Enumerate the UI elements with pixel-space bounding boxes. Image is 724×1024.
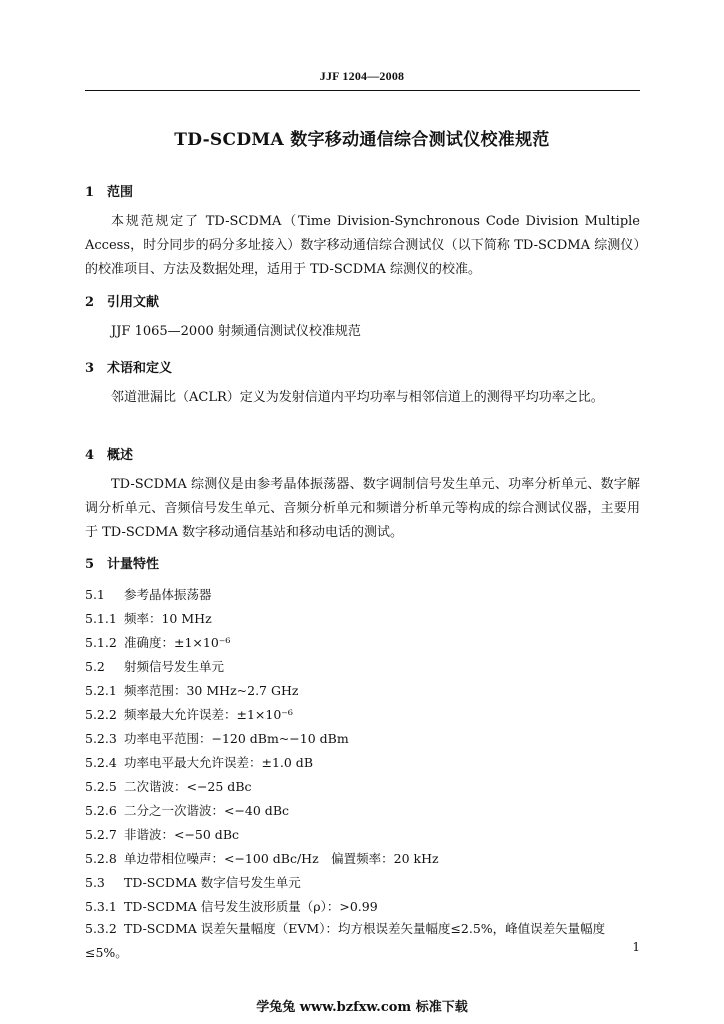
list-item [85,706,640,724]
item-number: 5.1 [85,587,105,602]
section-paragraph: 邻道泄漏比（ACLR）定义为发射信道内平均功率与相邻信道上的测得平均功率之比。 [111,390,604,405]
section-2-body [85,320,640,344]
item-number: 5.2 [85,659,105,674]
item-text: TD-SCDMA 误差矢量幅度（EVM）：均方根误差矢量幅度≤2.5%，峰值误差矢量幅度≤5%。 [85,921,606,960]
section-title: 计量特性 [107,557,160,572]
list-item [85,586,640,604]
section-title: 术语和定义 [107,361,173,376]
document-title: TD-SCDMA 数字移动通信综合测试仪校准规范 [174,130,550,150]
section-title: 引用文献 [107,295,160,310]
item-text: 频率最大允许误差：±1×10⁻⁶ [123,707,293,722]
list-item [85,802,640,820]
item-text: 频率：10 MHz [123,611,212,626]
section-number: 2 [85,295,95,310]
item-number: 5.2.5 [85,779,117,794]
list-item [85,826,640,844]
section-4-heading [85,444,640,463]
list-item [85,658,640,676]
section-title: 概述 [107,448,134,463]
reference-entry: JJF 1065—2000 射频通信测试仪校准规范 [111,324,361,339]
list-item [85,754,640,772]
section-5-heading [85,553,640,572]
section-3-heading [85,357,640,376]
section-number: 4 [85,448,95,463]
section-title: 范围 [107,185,134,200]
item-text: TD-SCDMA 信号发生波形质量（ρ）：>0.99 [123,899,378,914]
section-paragraph: 本规范规定了 TD-SCDMA（Time Division-Synchronous Code Division Multiple Access，时分同步的码分多址接入）数字移动通信综合测试仪（以下简称 TD-SCDMA 综测仪）的校准项目、方法及数据处理，适用于 TD-SCDMA 综测仪的校准。 [85,214,640,277]
item-text: TD-SCDMA 数字信号发生单元 [123,875,301,890]
item-text: 二分之一次谐波：<−40 dBc [123,803,289,818]
section-3-body [85,386,640,410]
item-text: 非谐波：<−50 dBc [123,827,239,842]
section-number: 5 [85,557,95,572]
item-number: 5.1.2 [85,635,117,650]
list-item [85,634,640,652]
item-number: 5.2.7 [85,827,117,842]
item-text: 功率电平范围：−120 dBm~−10 dBm [123,731,349,746]
item-number: 5.1.1 [85,611,117,626]
item-text: 频率范围：30 MHz~2.7 GHz [123,683,299,698]
list-item [85,850,640,868]
section-number: 1 [85,185,95,200]
item-number: 5.2.1 [85,683,117,698]
list-item [85,682,640,700]
list-item [85,610,640,628]
item-text: 功率电平最大允许误差：±1.0 dB [123,755,313,770]
item-number: 5.3 [85,875,105,890]
list-item [85,730,640,748]
item-number: 5.2.8 [85,851,117,866]
section-number: 3 [85,361,95,376]
page-number: 1 [632,940,640,954]
item-number: 5.2.2 [85,707,117,722]
item-text: 参考晶体振荡器 [123,587,212,602]
item-number: 5.2.6 [85,803,117,818]
item-text: 二次谐波：<−25 dBc [123,779,252,794]
item-text: 准确度：±1×10⁻⁶ [123,635,231,650]
section-1-heading [85,181,640,200]
list-item [85,917,640,965]
item-number: 5.2.3 [85,731,117,746]
item-text: 射频信号发生单元 [123,659,224,674]
item-text: 单边带相位噪声：<−100 dBc/Hz 偏置频率：20 kHz [123,851,439,866]
footer-watermark[interactable]: 学兔兔 www.bzfxw.com 标准下载 [256,1000,468,1015]
item-number: 5.3.2 [85,921,117,936]
item-number: 5.3.1 [85,899,117,914]
section-paragraph: TD-SCDMA 综测仪是由参考晶体振荡器、数字调制信号发生单元、功率分析单元、数字解调分析单元、音频信号发生单元、音频分析单元和频谱分析单元等构成的综合测试仪器，主要用于 TD-SCDMA 数字移动通信基站和移动电话的测试。 [85,477,640,540]
section-2-heading [85,291,640,310]
section-1-body [85,210,640,282]
standard-code: JJF 1204—2008 [319,69,405,83]
section-4-body [85,473,640,545]
list-item [85,898,640,916]
list-item [85,874,640,892]
item-number: 5.2.4 [85,755,117,770]
list-item [85,778,640,796]
header-rule [85,90,640,91]
